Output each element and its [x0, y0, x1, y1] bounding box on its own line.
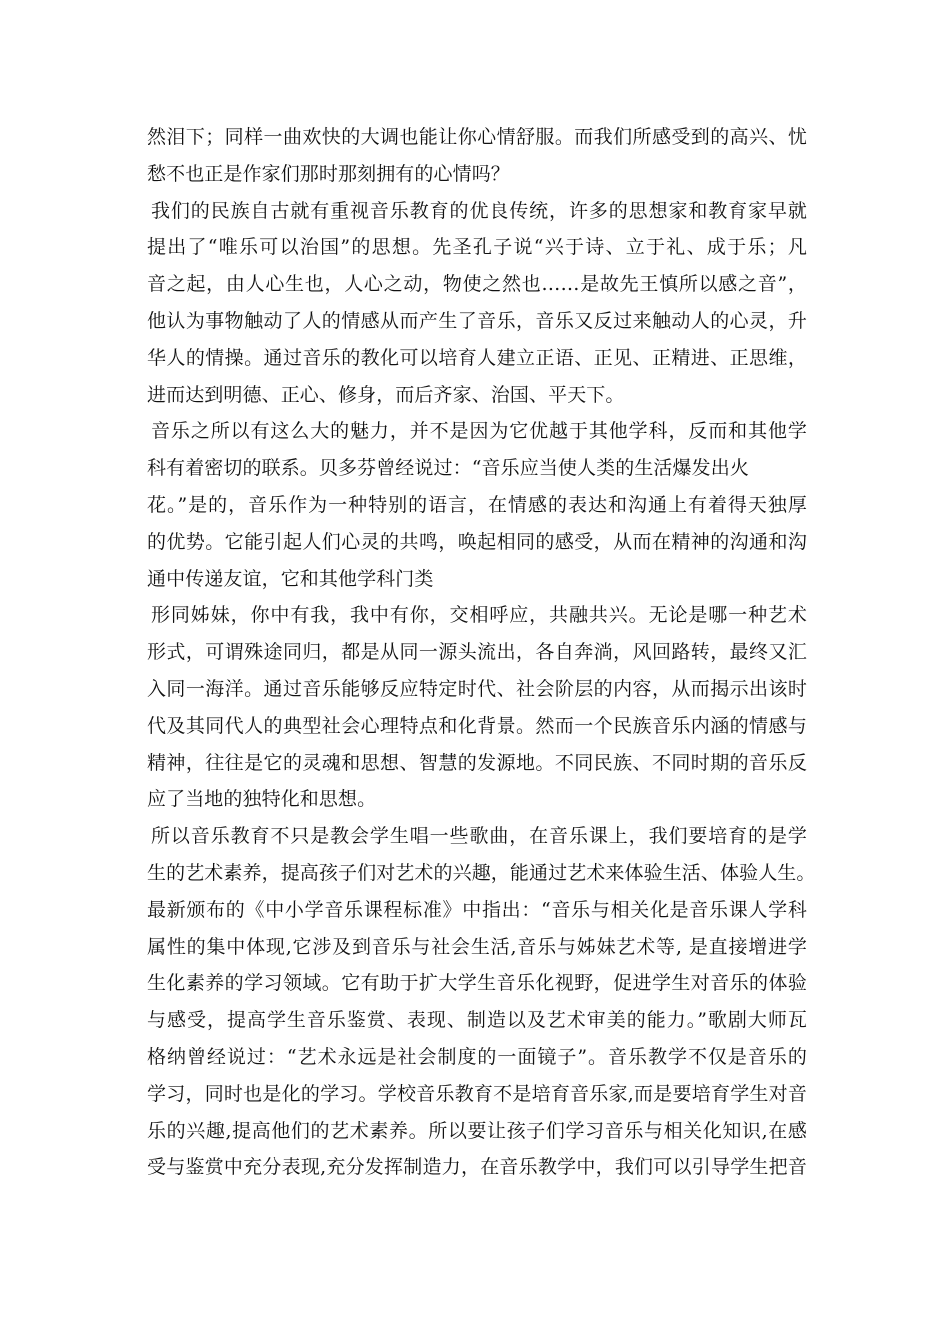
- paragraph-start-line: 音乐之所以有这么大的魅力，并不是因为它优越于其他学科，反而和其他学: [151, 420, 807, 443]
- text-line: 华人的情操。通过音乐的教化可以培育人建立正语、正见、正精进、正思维，: [147, 346, 807, 369]
- text-line: 最新颁布的《中小学音乐课程标准》中指出：“音乐与相关化是音乐课人学科: [147, 898, 807, 921]
- text-line: 入同一海洋。通过音乐能够反应特定时代、社会阶层的内容，从而揭示出该时: [147, 677, 807, 700]
- text-line: 然泪下；同样一曲欢快的大调也能让你心情舒服。而我们所感受到的高兴、忧: [147, 126, 807, 148]
- text-line: 进而达到明德、正心、修身，而后齐家、治国、平天下。: [147, 383, 625, 406]
- text-line: 的优势。它能引起人们心灵的共鸣，唤起相同的感受，从而在精神的沟通和沟: [147, 530, 807, 553]
- paragraph-start-line: 形同姊妹，你中有我，我中有你，交相呼应，共融共兴。无论是哪一种艺术: [151, 604, 807, 627]
- text-line: 音之起，由人心生也，人心之动，物使之然也……是故先王慎所以感之音”，: [147, 273, 807, 296]
- text-line: 精神，往往是它的灵魂和思想、智慧的发源地。不同民族、不同时期的音乐反: [147, 751, 807, 774]
- text-line: 属性的集中体现,它涉及到音乐与社会生活,音乐与姊妹艺术等, 是直接增进学: [147, 935, 807, 958]
- text-line: 通中传递友谊，它和其他学科门类: [147, 567, 434, 590]
- text-line: 生的艺术素养，提高孩子们对艺术的兴趣，能通过艺术来体验生活、体验人生。: [147, 861, 816, 884]
- text-line: 生化素养的学习领域。它有助于扩大学生音乐化视野，促进学生对音乐的体验: [147, 972, 807, 995]
- text-line: 受与鉴赏中充分表现,充分发挥制造力，在音乐教学中，我们可以引导学生把音: [147, 1156, 807, 1179]
- text-line: 提出了“唯乐可以治国”的思想。先圣孔子说“兴于诗、立于礼、成于乐；凡: [147, 236, 807, 259]
- text-line: 学习，同时也是化的学习。学校音乐教育不是培育音乐家,而是要培育学生对音: [147, 1082, 807, 1105]
- body-text: [147, 119, 816, 1186]
- text-line: 花。”是的，音乐作为一种特别的语言，在情感的表达和沟通上有着得天独厚: [147, 493, 807, 516]
- text-line: 格纳曾经说过：“艺术永远是社会制度的一面镜子”。音乐教学不仅是音乐的: [147, 1045, 807, 1068]
- text-line: 乐的兴趣,提高他们的艺术素养。所以要让孩子们学习音乐与相关化知识,在感: [147, 1119, 807, 1142]
- text-line: 与感受，提高学生音乐鉴赏、表现、制造以及艺术审美的能力。”歌剧大师瓦: [147, 1009, 807, 1032]
- paragraph-start-line: 所以音乐教育不只是教会学生唱一些歌曲，在音乐课上，我们要培育的是学: [151, 825, 807, 848]
- text-line: 愁不也正是作家们那时那刻拥有的心情吗？: [147, 162, 510, 185]
- paragraph-start-line: 我们的民族自古就有重视音乐教育的优良传统，许多的思想家和教育家早就: [151, 199, 807, 222]
- text-line: 代及其同代人的典型社会心理特点和化背景。然而一个民族音乐内涵的情感与: [147, 714, 807, 737]
- text-line: 形式，可谓殊途同归，都是从同一源头流出，各自奔淌，风回路转，最终又汇: [147, 641, 807, 664]
- text-line: 应了当地的独特化和思想。: [147, 788, 377, 811]
- text-line: 他认为事物触动了人的情感从而产生了音乐，音乐又反过来触动人的心灵，升: [147, 309, 807, 332]
- text-line: 科有着密切的联系。贝多芬曾经说过：“音乐应当使人类的生活爆发出火: [147, 457, 749, 480]
